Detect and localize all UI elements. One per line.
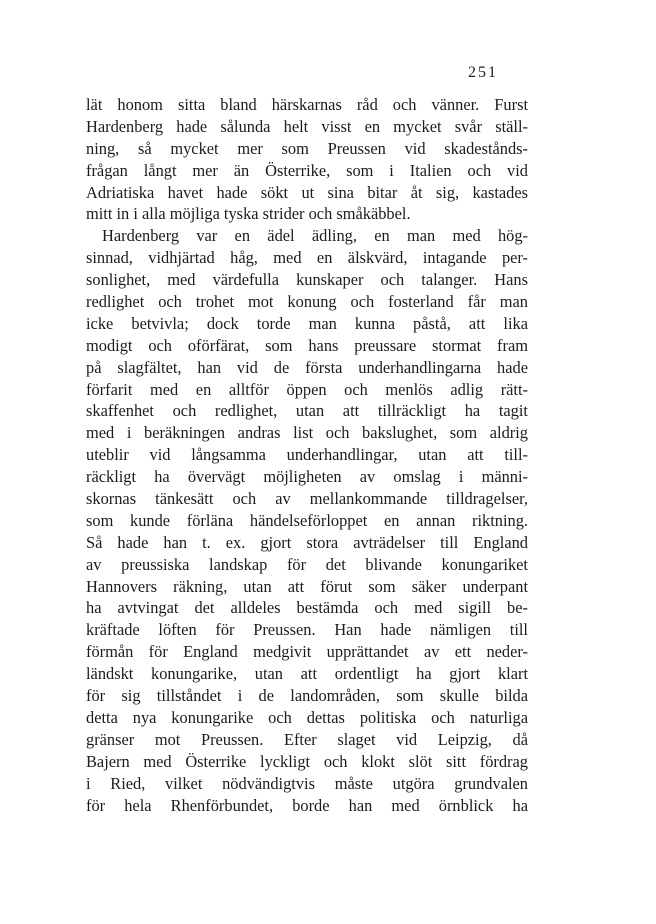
text-line: Bajern med Österrike lyckligt och klokt slöt sitt fördrag (86, 751, 528, 771)
page-number: 251 (468, 64, 498, 81)
text-line: skaffenhet och redlighet, utan att tillräckligt ha tagit (86, 401, 528, 421)
body-text (86, 94, 528, 816)
text-line: med i beräkningen andras list och bakslughet, som aldrig (86, 423, 528, 443)
text-line: ländskt konungarike, utan att ordentligt ha gjort klart (86, 664, 528, 684)
text-line: Hardenberg hade sålunda helt visst en mycket svår ställ- (86, 116, 528, 136)
text-line: som kunde förläna händelseförloppet en annan riktning. (86, 510, 528, 530)
text-line: för hela Rhenförbundet, borde han med örnblick ha (86, 795, 528, 815)
text-line: Hannovers räkning, utan att förut som säker underpant (86, 576, 528, 596)
text-line: detta nya konungarike och dettas politiska och naturliga (86, 707, 528, 727)
text-line: redlighet och trohet mot konung och fosterland får man (86, 292, 528, 312)
text-line: mitt in i alla möjliga tyska strider och småkäbbel. (86, 204, 411, 224)
text-line: för sig tillståndet i de landområden, som skulle bilda (86, 686, 528, 706)
text-line: räckligt ha övervägt möjligheten av omslag i männi- (86, 467, 528, 487)
text-line: sinnad, vidhjärtad håg, med en älskvärd, intagande per- (86, 248, 528, 268)
text-line: lät honom sitta bland härskarnas råd och vänner. Furst (86, 95, 528, 114)
text-line: gränser mot Preussen. Efter slaget vid Leipzig, då (86, 729, 528, 749)
text-line: Så hade han t. ex. gjort stora avträdelser till England (86, 532, 528, 552)
text-line: i Ried, vilket nödvändigtvis måste utgöra grundvalen (86, 773, 528, 793)
text-line: ning, så mycket mer som Preussen vid skadestånds- (86, 138, 528, 158)
text-line: förfarit med en alltför öppen och menlös adlig rätt- (86, 379, 528, 399)
text-line: frågan långt mer än Österrike, som i Italien och vid (86, 160, 528, 180)
text-line: sonlighet, med värdefulla kunskaper och talanger. Hans (86, 270, 528, 290)
text-line: ha avtvingat det alldeles bestämda och med sigill be- (86, 598, 528, 618)
text-line: Hardenberg var en ädel ädling, en man med hög- (102, 226, 528, 246)
text-line: uteblir vid långsamma underhandlingar, utan att till- (86, 445, 528, 465)
text-line: på slagfältet, han vid de första underhandlingarna hade (86, 357, 528, 377)
text-line: Adriatiska havet hade sökt ut sina bitar åt sig, kastades (86, 182, 528, 202)
text-line: icke betvivla; dock torde man kunna påstå, att lika (86, 313, 528, 333)
text-line: av preussiska landskap för det blivande konungariket (86, 554, 528, 574)
text-line: kräftade löften för Preussen. Han hade nämligen till (86, 620, 528, 640)
text-line: modigt och oförfärat, som hans preussare stormat fram (86, 335, 528, 355)
text-line: förmån för England medgivit upprättandet av ett neder- (86, 642, 528, 662)
text-line: skornas tänkesätt och av mellankommande tilldragelser, (86, 489, 528, 509)
